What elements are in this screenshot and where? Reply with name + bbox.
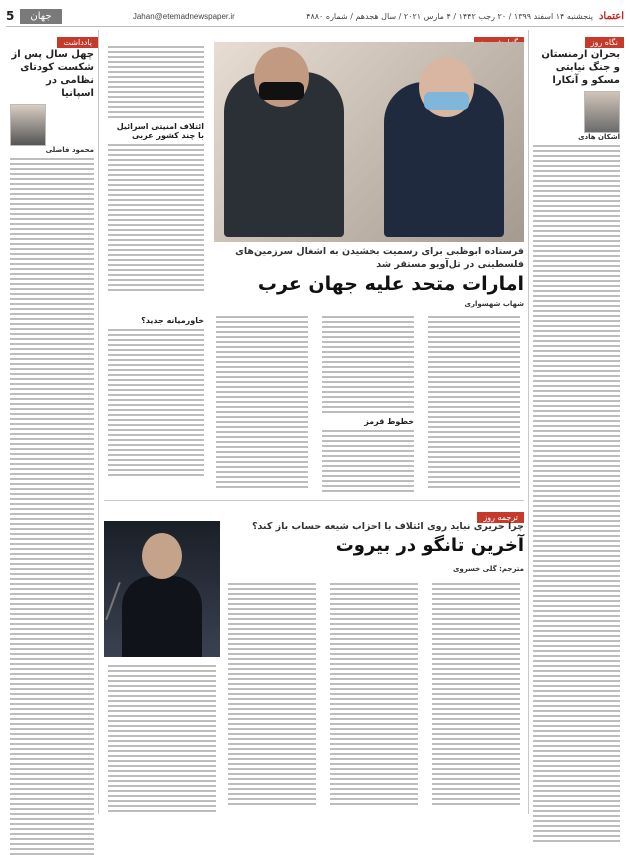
section-email: Jahan@etemadnewspaper.ir xyxy=(132,11,235,21)
main-story-body-col2 xyxy=(318,312,418,497)
section-header xyxy=(306,11,624,22)
main-story-deck: فرستاده ابوظبی برای رسمیت بخشیدن به اشغال سرزمین‌های فلسطینی در تل‌آویو مستقر شد xyxy=(235,246,524,270)
left-column-tag: یادداشت xyxy=(57,37,98,48)
right-column-title: بحران ارمنستان و جنگ نیابتی مسکو و آنکارا xyxy=(541,49,620,86)
second-story-deck: چرا حریری نباید روی ائتلاف با احزاب شیعه حساب باز کند؟ xyxy=(251,521,524,532)
second-story-photo xyxy=(104,521,220,657)
section-label-box xyxy=(6,9,62,24)
second-story-tag: ترجمه روز xyxy=(477,512,524,523)
left-column xyxy=(6,30,99,814)
right-column xyxy=(528,30,624,814)
second-story-byline: مترجم: گلی خسروی xyxy=(452,565,524,573)
page-number: 5 xyxy=(6,9,15,23)
left-column-author: محمود فاضلی xyxy=(45,146,94,154)
main-story-body-col4 xyxy=(104,312,208,497)
subhead-security: ائتلاف امنیتی اسرائیل با چند کشور عربی xyxy=(116,122,204,140)
left-column-title: چهل سال پس از شکست کودتای نظامی در اسپانیا xyxy=(11,49,94,99)
main-story-headline: امارات متحد علیه جهان عرب xyxy=(257,273,524,295)
left-column-body xyxy=(10,158,94,855)
section-title: جهان xyxy=(20,9,61,24)
main-story-body-col3 xyxy=(212,312,312,497)
newspaper-logo: اعتماد xyxy=(598,10,624,22)
subhead-new-middle-east: خاورمیانه جدید؟ xyxy=(141,316,204,325)
main-story-photo xyxy=(214,42,524,242)
second-story-headline: آخرین تانگو در بیروت xyxy=(335,535,524,556)
main-story-body-col1 xyxy=(424,312,524,497)
right-column-author: اشکان هادی xyxy=(578,133,620,141)
main-area xyxy=(104,30,524,814)
main-story-side-text xyxy=(104,42,208,302)
second-story-col4 xyxy=(104,661,220,815)
subhead-red-lines: خطوط قرمز xyxy=(364,417,414,426)
author-photo xyxy=(10,104,46,146)
second-story-col2 xyxy=(326,579,422,815)
second-story-col3 xyxy=(224,579,320,815)
author-photo xyxy=(584,91,620,133)
second-story xyxy=(104,500,524,815)
second-story-col1 xyxy=(428,579,524,815)
right-column-body xyxy=(533,145,620,842)
main-story-byline: شهاب شهسواری xyxy=(464,300,524,308)
top-bar xyxy=(6,6,624,27)
issue-date: پنجشنبه ۱۴ اسفند ۱۳۹۹ / ۲۰ رجب ۱۴۴۲ / ۴ مارس ۲۰۲۱ / سال هجدهم / شماره ۴۸۸۰ xyxy=(306,11,593,21)
right-column-tag: نگاه روز xyxy=(585,37,624,48)
